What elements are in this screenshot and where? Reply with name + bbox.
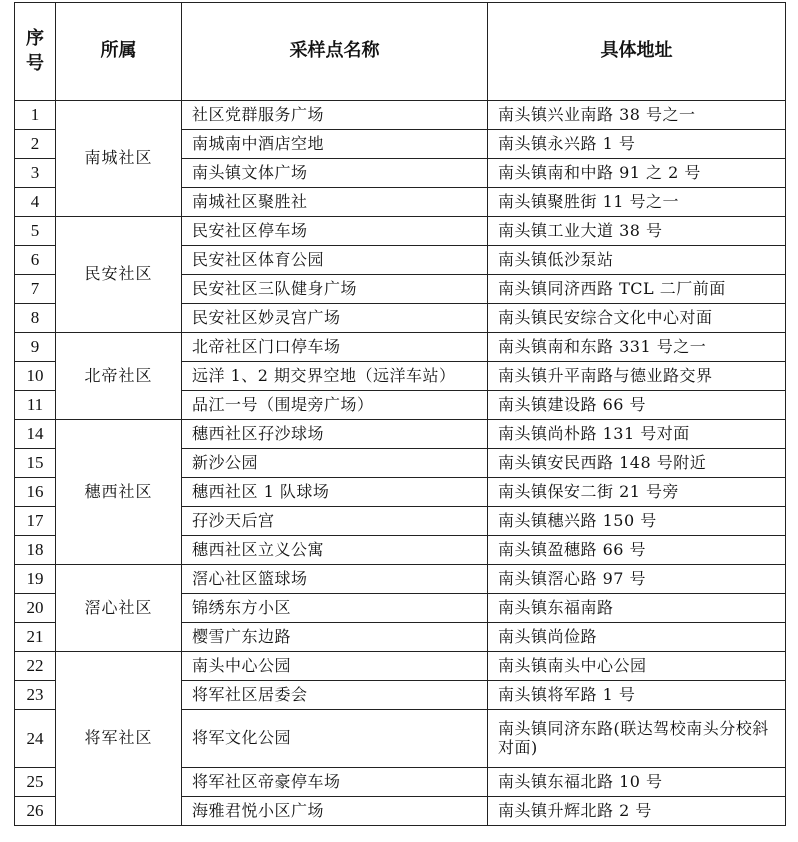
row-number: 5 — [15, 217, 56, 246]
table-row — [15, 652, 786, 681]
site-name-cell: 民安社区三队健身广场 — [182, 275, 488, 304]
address-cell: 南头镇同济东路(联达驾校南头分校斜对面) — [488, 710, 786, 768]
site-name-cell: 穗西社区 1 队球场 — [182, 478, 488, 507]
site-name-cell: 穗西社区立义公寓 — [182, 536, 488, 565]
site-name-cell: 北帝社区门口停车场 — [182, 333, 488, 362]
row-number: 10 — [15, 362, 56, 391]
header-site: 采样点名称 — [182, 3, 488, 101]
site-name-cell: 滘心社区篮球场 — [182, 565, 488, 594]
address-cell: 南头镇永兴路 1 号 — [488, 130, 786, 159]
row-number: 25 — [15, 768, 56, 797]
header-row — [15, 3, 786, 101]
site-name-cell: 锦绣东方小区 — [182, 594, 488, 623]
address-cell: 南头镇东福北路 10 号 — [488, 768, 786, 797]
row-number: 18 — [15, 536, 56, 565]
row-number: 19 — [15, 565, 56, 594]
site-name-cell: 品江一号（围堤旁广场） — [182, 391, 488, 420]
address-cell: 南头镇兴业南路 38 号之一 — [488, 101, 786, 130]
row-number: 1 — [15, 101, 56, 130]
address-cell: 南头镇穗兴路 150 号 — [488, 507, 786, 536]
site-name-cell: 民安社区妙灵宫广场 — [182, 304, 488, 333]
address-cell: 南头镇低沙泵站 — [488, 246, 786, 275]
address-cell: 南头镇民安综合文化中心对面 — [488, 304, 786, 333]
table-row — [15, 420, 786, 449]
row-number: 2 — [15, 130, 56, 159]
address-cell: 南头镇滘心路 97 号 — [488, 565, 786, 594]
row-number: 6 — [15, 246, 56, 275]
address-cell: 南头镇盈穗路 66 号 — [488, 536, 786, 565]
header-community: 所属 — [56, 3, 182, 101]
address-cell: 南头镇尚朴路 131 号对面 — [488, 420, 786, 449]
community-cell: 滘心社区 — [56, 565, 182, 652]
address-cell: 南头镇保安二街 21 号旁 — [488, 478, 786, 507]
address-cell: 南头镇尚俭路 — [488, 623, 786, 652]
site-name-cell: 南城南中酒店空地 — [182, 130, 488, 159]
site-name-cell: 社区党群服务广场 — [182, 101, 488, 130]
site-name-cell: 新沙公园 — [182, 449, 488, 478]
header-seq-line2: 号 — [26, 52, 44, 74]
site-name-cell: 将军社区帝豪停车场 — [182, 768, 488, 797]
address-cell: 南头镇东福南路 — [488, 594, 786, 623]
address-cell: 南头镇升辉北路 2 号 — [488, 797, 786, 826]
row-number: 15 — [15, 449, 56, 478]
table-row — [15, 333, 786, 362]
row-number: 4 — [15, 188, 56, 217]
row-number: 22 — [15, 652, 56, 681]
community-cell: 南城社区 — [56, 101, 182, 217]
sampling-sites-table — [14, 2, 786, 826]
site-name-cell: 南城社区聚胜社 — [182, 188, 488, 217]
row-number: 17 — [15, 507, 56, 536]
row-number: 23 — [15, 681, 56, 710]
address-cell: 南头镇南和中路 91 之 2 号 — [488, 159, 786, 188]
table-row — [15, 217, 786, 246]
community-cell: 北帝社区 — [56, 333, 182, 420]
community-cell: 民安社区 — [56, 217, 182, 333]
address-cell: 南头镇同济西路 TCL 二厂前面 — [488, 275, 786, 304]
header-seq-line1: 序 — [26, 28, 44, 50]
header-address: 具体地址 — [488, 3, 786, 101]
address-cell: 南头镇聚胜街 11 号之一 — [488, 188, 786, 217]
address-cell: 南头镇南头中心公园 — [488, 652, 786, 681]
table-body — [15, 101, 786, 826]
row-number: 16 — [15, 478, 56, 507]
community-cell: 将军社区 — [56, 652, 182, 826]
site-name-cell: 海雅君悦小区广场 — [182, 797, 488, 826]
address-cell: 南头镇将军路 1 号 — [488, 681, 786, 710]
site-name-cell: 民安社区体育公园 — [182, 246, 488, 275]
site-name-cell: 樱雪广东边路 — [182, 623, 488, 652]
site-name-cell: 南头镇文体广场 — [182, 159, 488, 188]
row-number: 26 — [15, 797, 56, 826]
address-cell: 南头镇工业大道 38 号 — [488, 217, 786, 246]
site-name-cell: 将军文化公园 — [182, 710, 488, 768]
address-cell: 南头镇升平南路与德业路交界 — [488, 362, 786, 391]
address-cell: 南头镇建设路 66 号 — [488, 391, 786, 420]
row-number: 8 — [15, 304, 56, 333]
row-number: 11 — [15, 391, 56, 420]
address-cell: 南头镇安民西路 148 号附近 — [488, 449, 786, 478]
site-name-cell: 远洋 1、2 期交界空地（远洋车站） — [182, 362, 488, 391]
row-number: 24 — [15, 710, 56, 768]
header-seq — [15, 3, 56, 101]
site-name-cell: 南头中心公园 — [182, 652, 488, 681]
row-number: 21 — [15, 623, 56, 652]
site-name-cell: 民安社区停车场 — [182, 217, 488, 246]
row-number: 20 — [15, 594, 56, 623]
community-cell: 穗西社区 — [56, 420, 182, 565]
row-number: 3 — [15, 159, 56, 188]
row-number: 14 — [15, 420, 56, 449]
table-row — [15, 565, 786, 594]
row-number: 9 — [15, 333, 56, 362]
table-row — [15, 101, 786, 130]
site-name-cell: 将军社区居委会 — [182, 681, 488, 710]
site-name-cell: 穗西社区孖沙球场 — [182, 420, 488, 449]
row-number: 7 — [15, 275, 56, 304]
address-cell: 南头镇南和东路 331 号之一 — [488, 333, 786, 362]
site-name-cell: 孖沙天后宫 — [182, 507, 488, 536]
